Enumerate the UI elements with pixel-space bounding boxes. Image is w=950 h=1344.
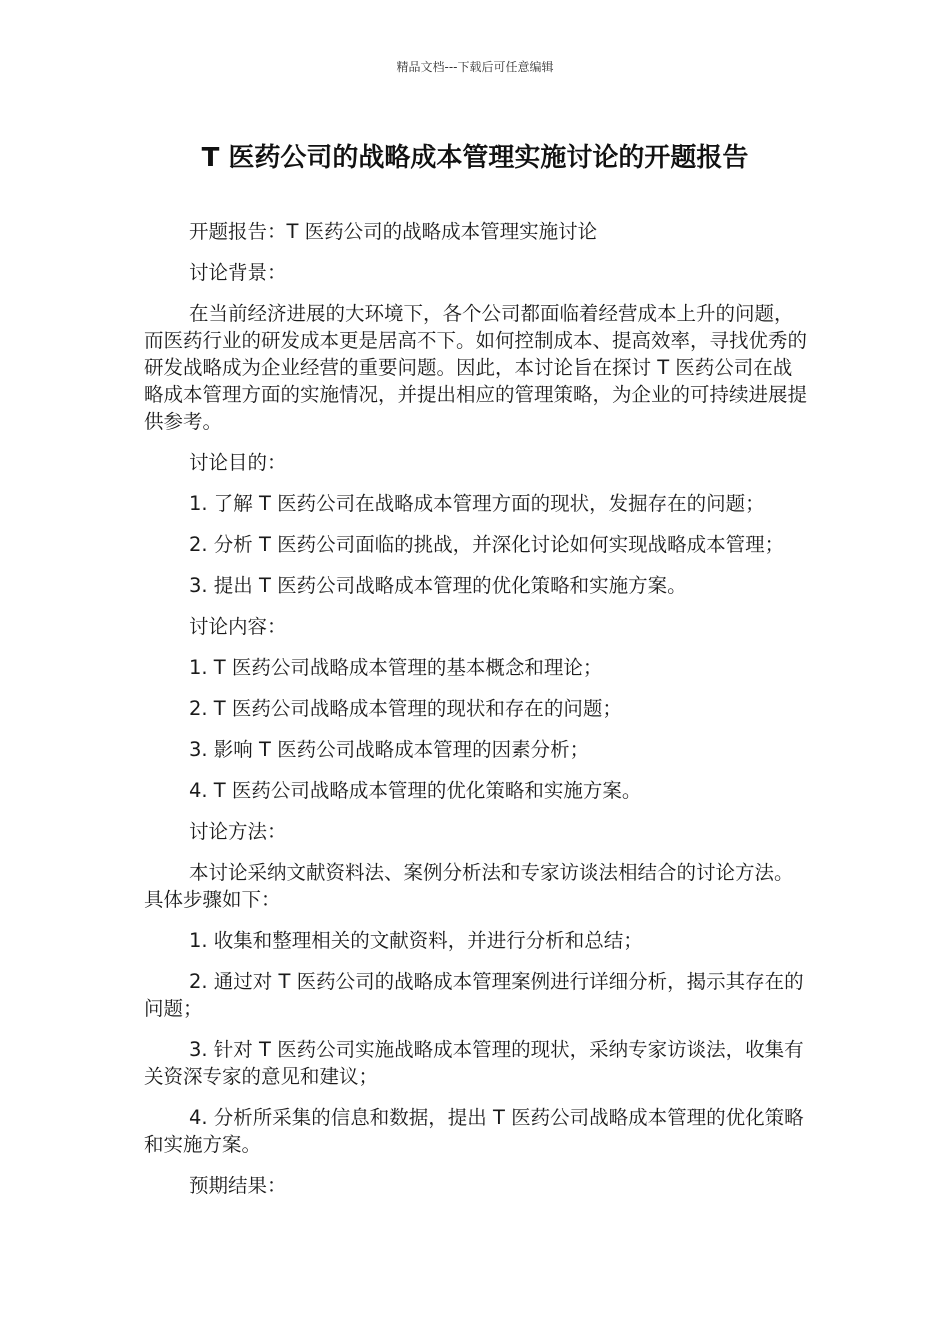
method-step: 2. 通过对 T 医药公司的战略成本管理案例进行详细分析，揭示其存在的问题； <box>144 970 804 1020</box>
content-item: 2. T 医药公司战略成本管理的现状和存在的问题； <box>189 697 622 720</box>
background-paragraph: 在当前经济进展的大环境下，各个公司都面临着经营成本上升的问题，而医药行业的研发成本更是居高不下。如何控制成本、提高效率，寻找优秀的研发战略成为企业经营的重要问题。因此，本讨论旨在探讨 T 医药公司在战略成本管理方面的实施情况，并提出相应的管理策略，为企业的可持续进展提供参考。 <box>144 302 808 433</box>
method-step: 3. 针对 T 医药公司实施战略成本管理的现状，采纳专家访谈法，收集有关资深专家的意见和建议； <box>144 1038 804 1088</box>
method-step: 1. 收集和整理相关的文献资料，并进行分析和总结； <box>189 929 643 952</box>
content-item: 3. 影响 T 医药公司战略成本管理的因素分析； <box>189 738 590 761</box>
section-heading-expected-results: 预期结果： <box>189 1174 287 1197</box>
section-heading-background: 讨论背景： <box>189 261 287 284</box>
section-heading-purpose: 讨论目的： <box>189 451 287 474</box>
header-note: 精品文档---下载后可任意编辑 <box>396 60 554 74</box>
method-step: 4. 分析所采集的信息和数据，提出 T 医药公司战略成本管理的优化策略和实施方案。 <box>144 1106 804 1156</box>
purpose-item: 2. 分析 T 医药公司面临的挑战，并深化讨论如何实现战略成本管理； <box>189 533 785 556</box>
content-item: 4. T 医药公司战略成本管理的优化策略和实施方案。 <box>189 779 642 802</box>
content-item: 1. T 医药公司战略成本管理的基本概念和理论； <box>189 656 603 679</box>
method-paragraph: 本讨论采纳文献资料法、案例分析法和专家访谈法相结合的讨论方法。具体步骤如下： <box>144 861 794 911</box>
document-body <box>144 218 808 1213</box>
section-heading-method: 讨论方法： <box>189 820 287 843</box>
purpose-item: 3. 提出 T 医药公司战略成本管理的优化策略和实施方案。 <box>189 574 687 597</box>
intro-line: 开题报告：T 医药公司的战略成本管理实施讨论 <box>189 220 598 243</box>
document-title: T 医药公司的战略成本管理实施讨论的开题报告 <box>201 143 749 173</box>
section-heading-content: 讨论内容： <box>189 615 287 638</box>
purpose-item: 1. 了解 T 医药公司在战略成本管理方面的现状，发掘存在的问题； <box>189 492 765 515</box>
